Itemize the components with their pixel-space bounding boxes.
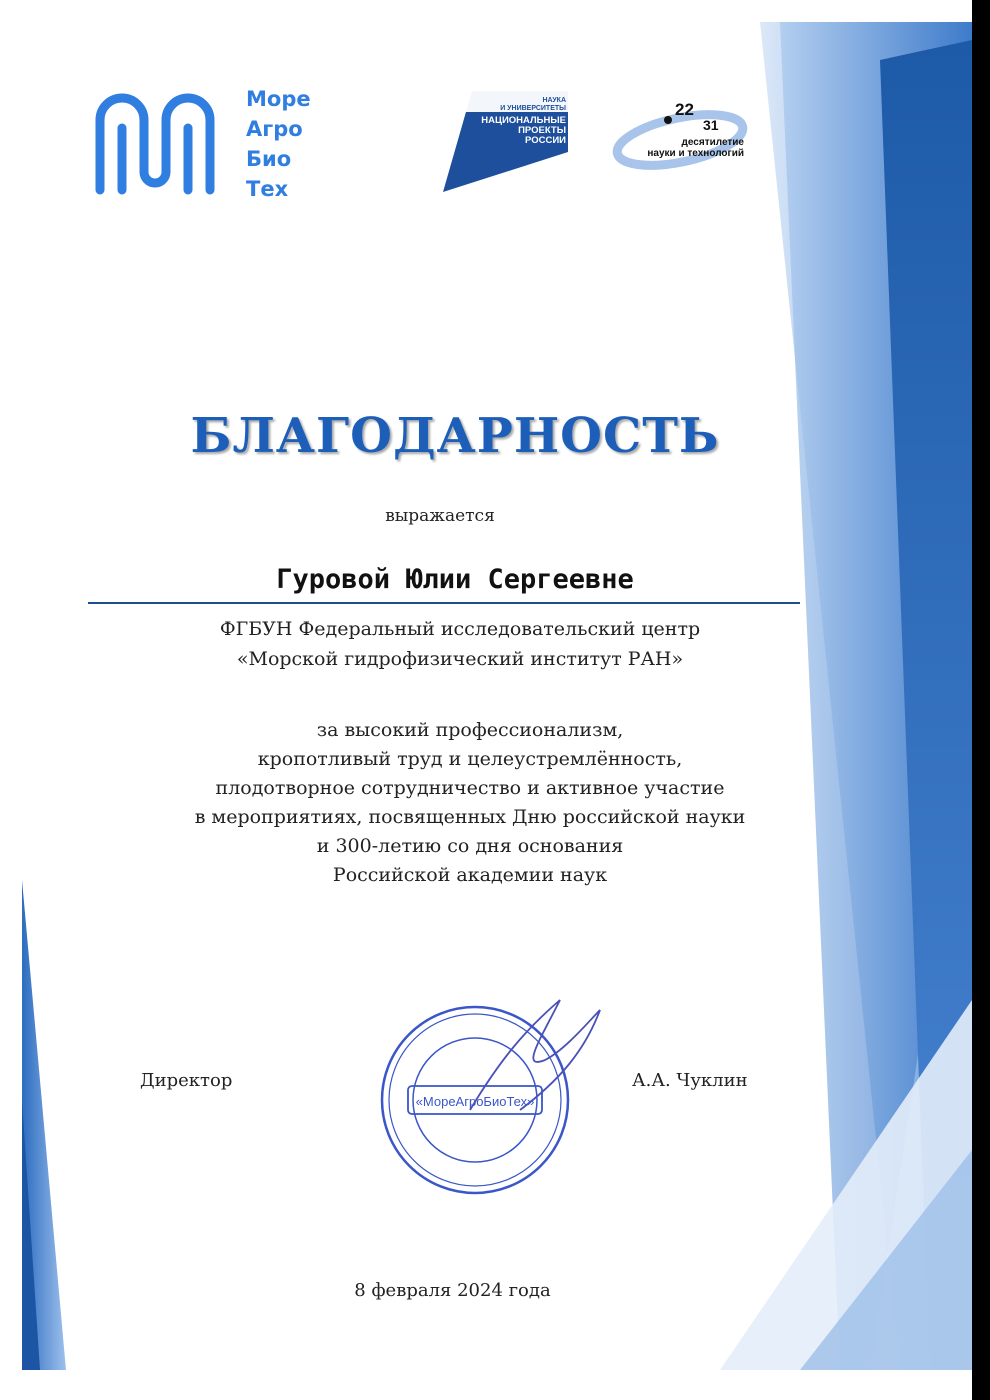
decade-year-top: 22 bbox=[675, 100, 694, 119]
reason-text bbox=[0, 716, 940, 890]
np-main-line: РОССИИ bbox=[525, 135, 566, 146]
recipient-name: Гуровой Юлии Сергеевне bbox=[276, 564, 634, 595]
stamp-center-text bbox=[405, 1088, 545, 1114]
reason-line: за высокий профессионализм, bbox=[316, 719, 624, 741]
name-underline bbox=[88, 602, 800, 604]
logo-text bbox=[246, 84, 311, 204]
decade-line: десятилетие bbox=[681, 137, 744, 148]
stamp-label: «МореАгроБиоТех» bbox=[415, 1094, 535, 1109]
logo-line: Био bbox=[246, 147, 292, 171]
signer-name: А.А. Чуклин bbox=[632, 1070, 748, 1091]
reason-line: и 300-летию со дня основания bbox=[316, 835, 624, 857]
organization-line: «Морской гидрофизический институт РАН» bbox=[236, 648, 684, 670]
organization bbox=[0, 614, 920, 674]
logo-line: Агро bbox=[246, 117, 303, 141]
national-projects-text bbox=[470, 97, 566, 146]
np-main-line: НАЦИОНАЛЬНЫЕ bbox=[481, 115, 566, 126]
reason-line: в мероприятиях, посвященных Дню российской науки bbox=[194, 806, 746, 828]
reason-line: плодотворное сотрудничество и активное участие bbox=[215, 777, 725, 799]
np-top-line: И УНИВЕРСИТЕТЫ bbox=[500, 105, 566, 112]
decade-year-bottom: 31 bbox=[703, 117, 719, 133]
expressed-text: выражается bbox=[385, 506, 495, 526]
page-title: БЛАГОДАРНОСТЬ bbox=[190, 408, 720, 464]
logo-line: Тех bbox=[246, 177, 289, 201]
scan-edge bbox=[972, 0, 990, 1400]
logo-line: Море bbox=[246, 87, 311, 111]
issue-date: 8 февраля 2024 года bbox=[354, 1280, 551, 1301]
decade-text bbox=[614, 137, 744, 159]
decade-line: науки и технологий bbox=[647, 148, 744, 159]
signer-position: Директор bbox=[140, 1070, 233, 1091]
np-top-line: НАУКА bbox=[542, 97, 566, 104]
reason-line: кропотливый труд и целеустремлённость, bbox=[257, 748, 683, 770]
organization-line: ФГБУН Федеральный исследовательский центр bbox=[219, 618, 701, 640]
np-main-line: ПРОЕКТЫ bbox=[518, 125, 566, 136]
reason-line: Российской академии наук bbox=[332, 864, 608, 886]
logo-mark bbox=[100, 98, 210, 190]
